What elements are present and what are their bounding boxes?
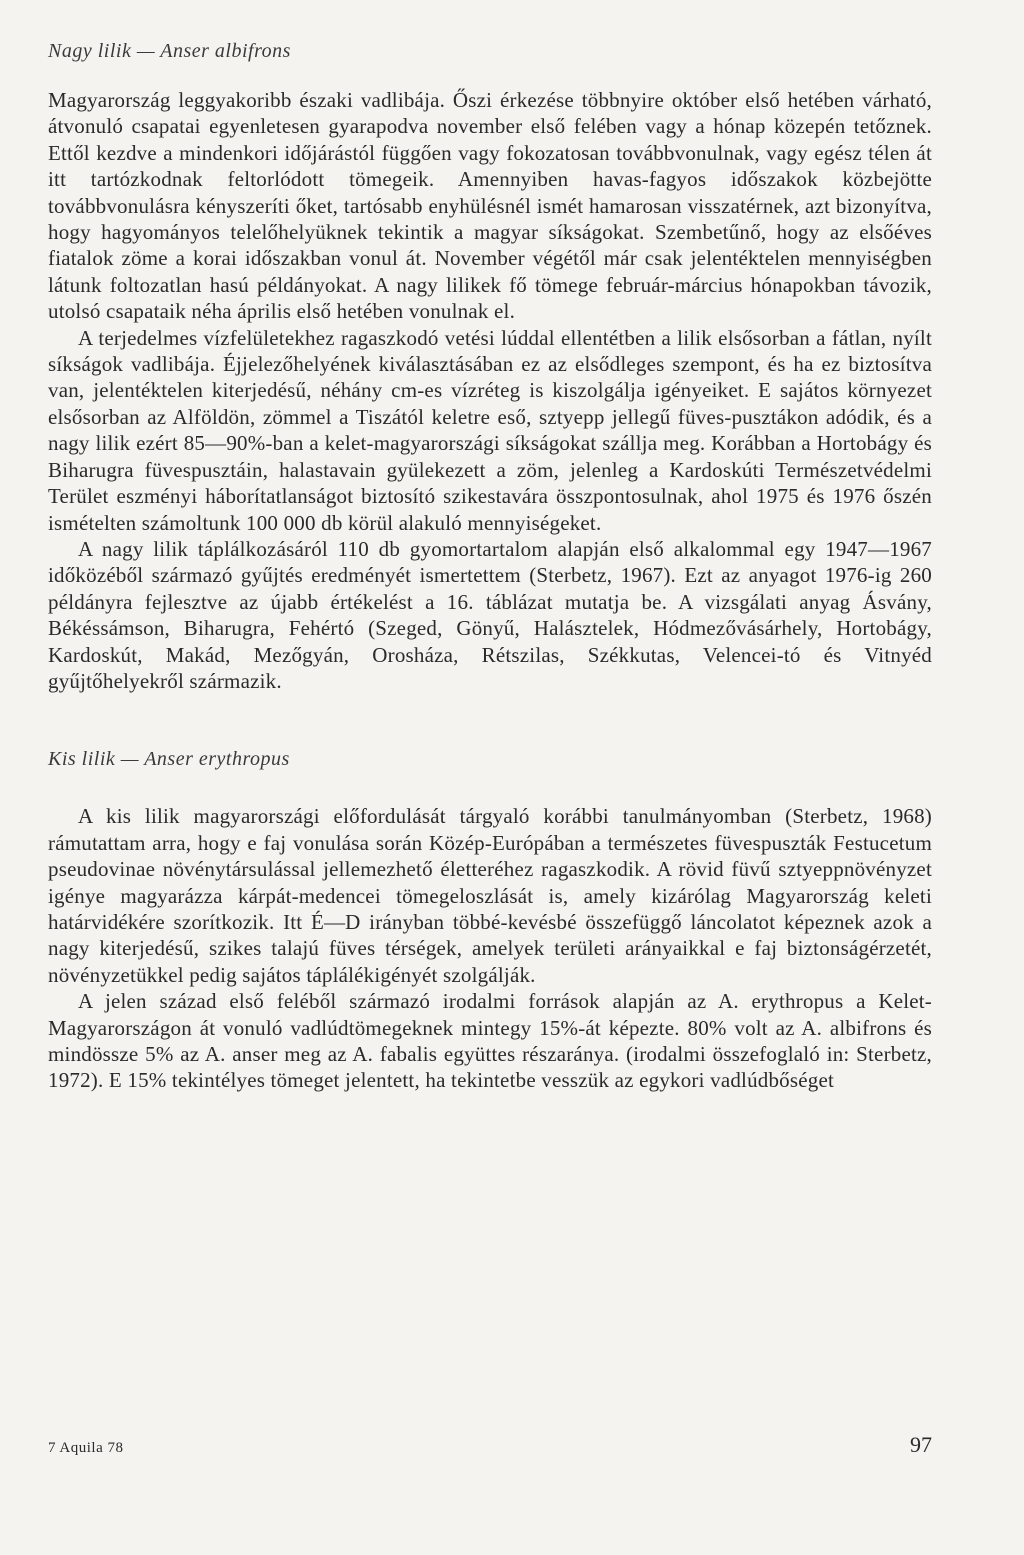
paragraph: A kis lilik magyarországi előfordulását tárgyaló korábbi tanulmányomban (Sterbetz, 1968) rámutattam arra, hogy e faj vonulása során Közép-Európában a természetes füvespuszták Festucetum pseudovinae növénytársulással jellemezhető életteréhez ragaszkodik. A rövid füvű sztyeppnövényzet igénye magyarázza kárpát-medencei tömegeloszlását is, amely kizárólag Magyarország keleti határvidékére szorítkozik. Itt É—D irányban többé-kevésbé összefüggő láncolatot képeznek azok a nagy kiterjedésű, szikes talajú füves térségek, amelyek területi arányaikkal e faj biztonságérzetét, növényzetükkel pedig sajátos táplálékigényét szolgálják. [48, 804, 932, 987]
paragraph: A nagy lilik táplálkozásáról 110 db gyomortartalom alapján első alkalommal egy 1947—1967 időközéből származó gyűjtés eredményét ismertettem (Sterbetz, 1967). Ezt az anyagot 1976-ig 260 példányra fejlesztve az újabb értékelést a 16. táblázat mutatja be. A vizsgálati anyag Ásvány, Békéssámson, Biharugra, Fehértó (Szeged, Gönyű, Halásztelek, Hódmezővásárhely, Hortobágy, Kardoskút, Makád, Mezőgyán, Orosháza, Rétszilas, Székkutas, Velencei-tó és Vitnyéd gyűjtőhelyekről származik. [48, 536, 932, 693]
paragraph: A terjedelmes vízfelületekhez ragaszkodó vetési lúddal ellentétben a lilik elsősorban a fátlan, nyílt síkságok vadlibája. Éjjelezőhelyének kiválasztásában ez az elsődleges szempont, és ha ez biztosítva van, jelentéktelen kiterjedésű, néhány cm-es vízréteg is kiszolgálja igényeiket. E sajátos környezet elsősorban az Alföldön, zömmel a Tiszától keletre eső, sztyepp jellegű füves-pusztákon adódik, és a nagy lilik ezért 85—90%-ban a kelet-magyarországi síkságokat szállja meg. Korábban a Hortobágy és Biharugra füvespusztáin, halastavain gyülekezett a zöm, jelenleg a Kardoskúti Természetvédelmi Terület eszményi háborítatlanságot biztosító szikestavára összpontosulnak, ahol 1975 és 1976 őszén ismételten számoltunk 100 000 db körül alakuló mennyiségeket. [48, 325, 932, 535]
section-body-nagy-lilik [48, 87, 932, 694]
section-heading-nagy-lilik: Nagy lilik — Anser albifrons [48, 40, 291, 62]
section-body-kis-lilik [48, 803, 932, 1093]
section-heading-kis-lilik: Kis lilik — Anser erythropus [48, 748, 290, 771]
paragraph: A jelen század első feléből származó irodalmi források alapján az A. erythropus a Kelet-Magyarországon át vonuló vadlúdtömegeknek mintegy 15%-át képezte. 80% volt az A. albifrons és mindössze 5% az A. anser meg az A. fabalis együttes részaránya. (irodalmi összefoglaló in: Sterbetz, 1972). E 15% tekintélyes tömeget jelentett, ha tekintetbe vesszük az egykori vadlúdbőséget [48, 989, 932, 1093]
journal-signature: 7 Aquila 78 [48, 1440, 124, 1456]
paragraph: Magyarország leggyakoribb északi vadlibája. Őszi érkezése többnyire október első hetében várható, átvonuló csapatai egyenletesen gyarapodva november első felében vagy a hónap közepén tetőznek. Ettől kezdve a mindenkori időjárástól függően vagy fokozatosan továbbvonulnak, vagy egész télen át itt tartózkodnak feltorlódott tömegeik. Amennyiben havas-fagyos időszakok közbejötte továbbvonulásra kényszeríti őket, tartósabb enyhülésnél ismét hamarosan visszatérnek, azt bizonyítva, hogy hagyományos telelőhelyüknek tekintik a magyar síkságokat. Szembetűnő, hogy az elsőéves fiatalok zöme a korai időszakban vonul át. November végétől már csak jelentéktelen mennyiségben látunk foltozatlan hasú példányokat. A nagy lilikek fő tömege február-március hónapokban távozik, utolsó csapataik néha április első hetében vonulnak el. [48, 88, 932, 324]
page-footer [48, 1432, 932, 1458]
page-number: 97 [910, 1432, 932, 1457]
